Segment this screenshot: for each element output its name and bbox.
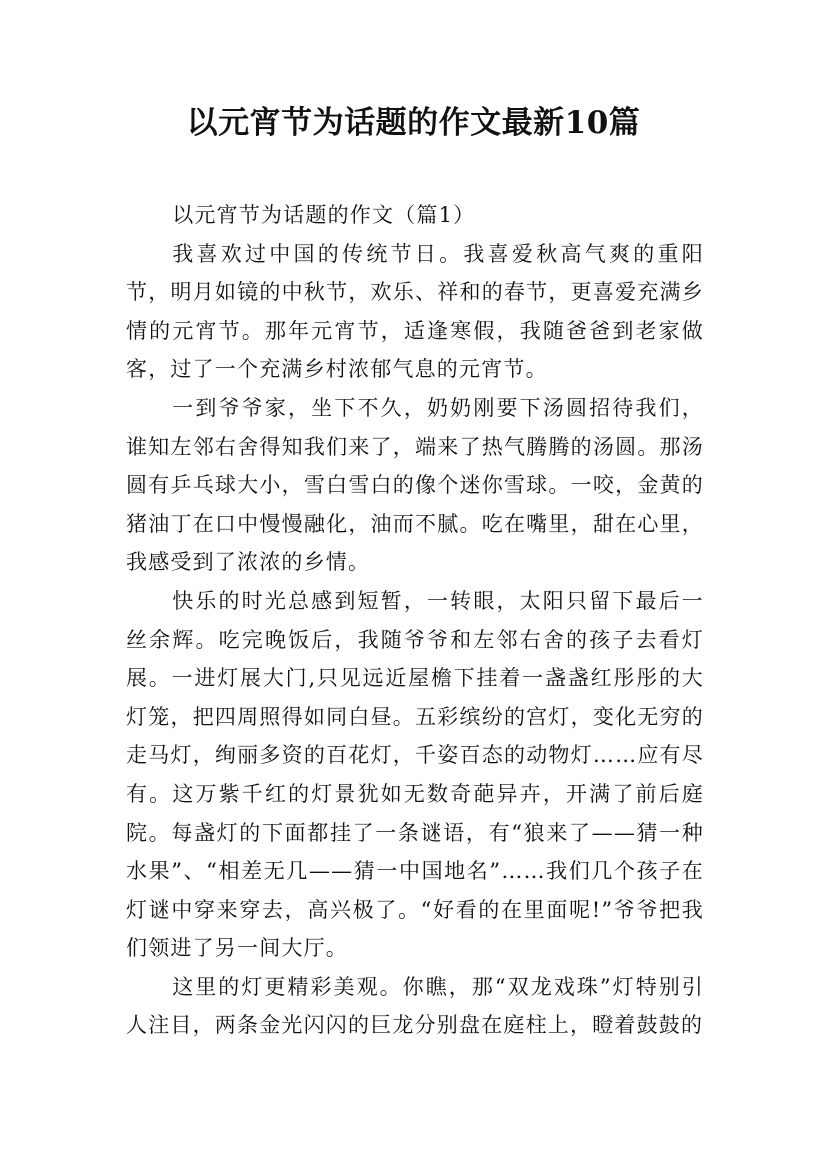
paragraph: 我喜欢过中国的传统节日。我喜爱秋高气爽的重阳节，明月如镜的中秋节，欢乐、祥和的春节，更喜爱充满乡情的元宵节。那年元宵节，适逢寒假，我随爸爸到老家做客，过了一个充满乡村浓郁气息的元宵节。 xyxy=(126,241,704,382)
document-title: 以元宵节为话题的作文最新10篇 xyxy=(186,105,641,141)
document-body xyxy=(126,196,704,1045)
paragraph: 一到爷爷家，坐下不久，奶奶刚要下汤圆招待我们，谁知左邻右舍得知我们来了，端来了热气腾腾的汤圆。那汤圆有乒乓球大小，雪白雪白的像个迷你雪球。一咬，金黄的猪油丁在口中慢慢融化，油而不腻。吃在嘴里，甜在心里，我感受到了浓浓的乡情。 xyxy=(126,395,704,575)
paragraph: 这里的灯更精彩美观。你瞧，那“双龙戏珠”灯特别引人注目，两条金光闪闪的巨龙分别盘在庭柱上，瞪着鼓鼓的 xyxy=(126,974,704,1038)
paragraph: 快乐的时光总感到短暂，一转眼，太阳只留下最后一丝余辉。吃完晚饭后，我随爷爷和左邻右舍的孩子去看灯展。一进灯展大门,只见远近屋檐下挂着一盏盏红彤彤的大灯笼，把四周照得如同白昼。五彩缤纷的宫灯，变化无穷的走马灯，绚丽多资的百花灯，千姿百态的动物灯……应有尽有。这万紫千红的灯景犹如无数奇葩异卉，开满了前后庭院。每盏灯的下面都挂了一条谜语，有“狼来了——猜一种水果”、“相差无几——猜一中国地名”……我们几个孩子在灯谜中穿来穿去，高兴极了。“好看的在里面呢!”爷爷把我们领进了另一间大厅。 xyxy=(126,588,704,961)
section-heading: 以元宵节为话题的作文（篇1） xyxy=(172,203,476,227)
